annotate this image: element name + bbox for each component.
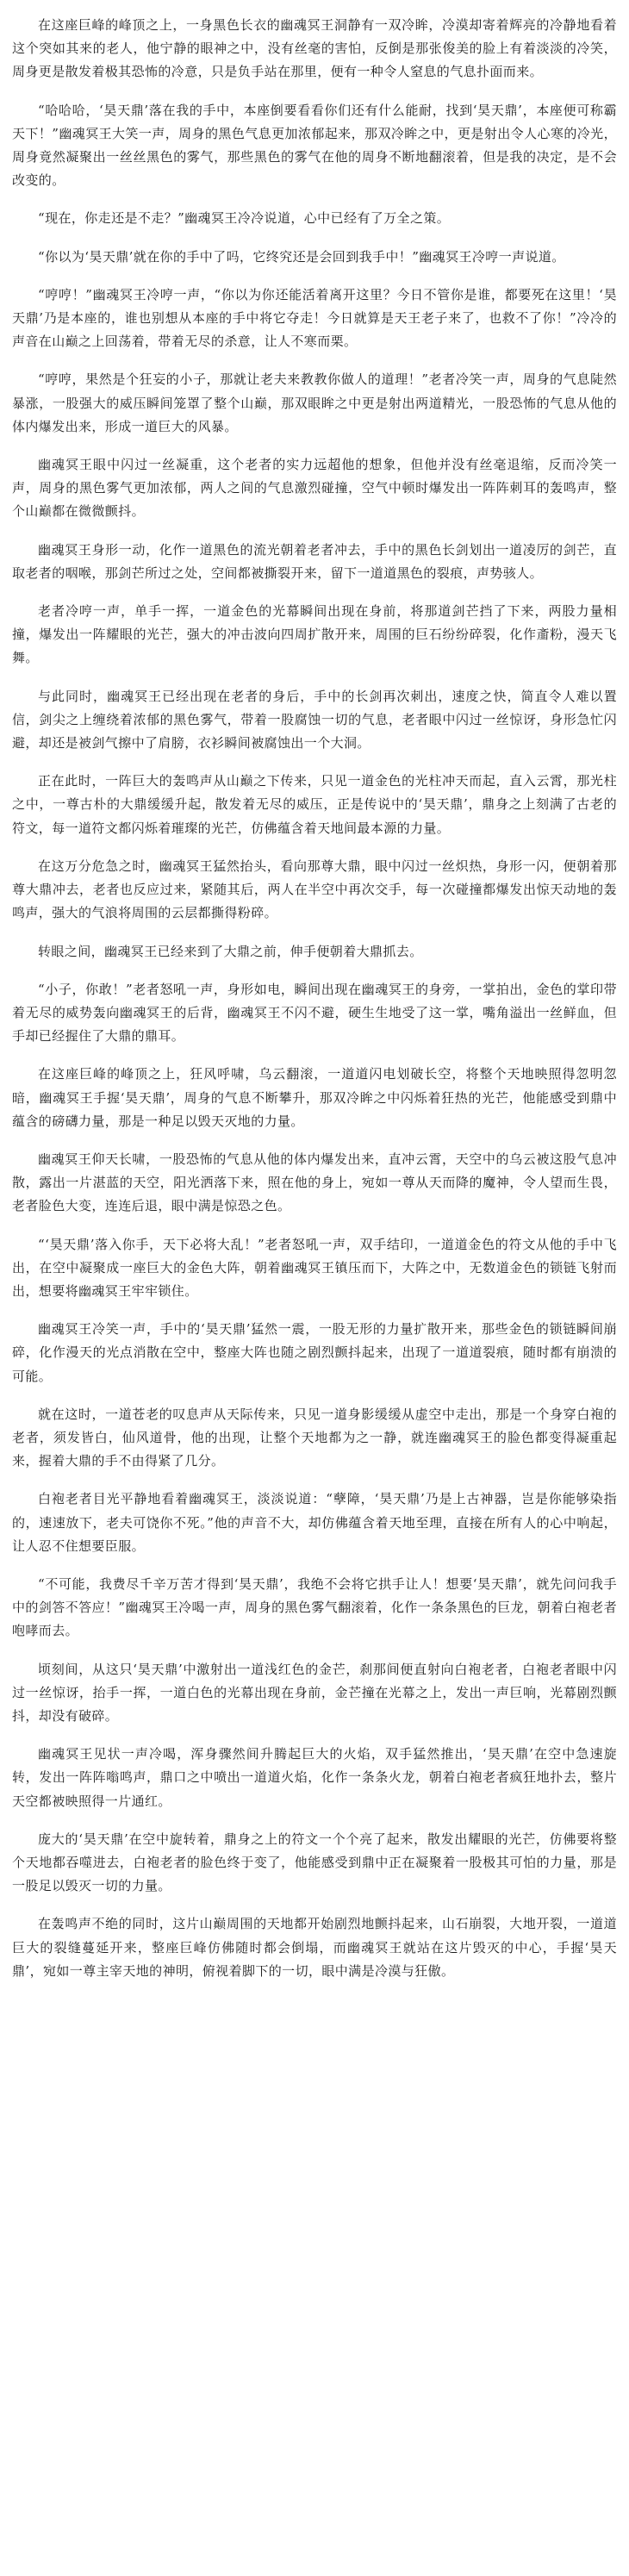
paragraph: 幽魂冥王冷笑一声，手中的‘昊天鼎’猛然一震，一股无形的力量扩散开来，那些金色的锁链瞬间崩碎，化作漫天的光点消散在空中，整座大阵也随之剧烈颤抖起来，出现了一道道裂痕，随时都有崩溃的可能。 <box>12 1321 617 1384</box>
paragraph: 幽魂冥王见状一声冷喝，浑身骤然间升腾起巨大的火焰，双手猛然推出，‘昊天鼎’在空中急速旋转，发出一阵阵嗡鸣声，鼎口之中喷出一道道火焰，化作一条条火龙，朝着白袍老者疯狂地扑去，整片天空都被映照得一片通红。 <box>12 1746 617 1809</box>
paragraph: 在这万分危急之时，幽魂冥王猛然抬头，看向那尊大鼎，眼中闪过一丝炽热，身形一闪，便朝着那尊大鼎冲去，老者也反应过来，紧随其后，两人在半空中再次交手，每一次碰撞都爆发出惊天动地的轰鸣声，强大的气浪将周围的云层都撕得粉碎。 <box>12 858 617 921</box>
paragraph: 与此同时，幽魂冥王已经出现在老者的身后，手中的长剑再次刺出，速度之快，简直令人难以置信，剑尖之上缠绕着浓郁的黑色雾气，带着一股腐蚀一切的气息，老者眼中闪过一丝惊讶，身形急忙闪避，却还是被剑气擦中了肩膀，衣衫瞬间被腐蚀出一个大洞。 <box>12 688 617 752</box>
paragraph: 顷刻间，从这只‘昊天鼎’中激射出一道浅红色的金芒，刹那间便直射向白袍老者，白袍老者眼中闪过一丝惊讶，抬手一挥，一道白色的光幕出现在身前，金芒撞在光幕之上，发出一声巨响，光幕剧烈颤抖，却没有破碎。 <box>12 1661 617 1724</box>
paragraph: 白袍老者目光平静地看着幽魂冥王，淡淡说道：“孽障，‘昊天鼎’乃是上古神器，岂是你能够染指的，速速放下，老夫可饶你不死。”他的声音不大，却仿佛蕴含着天地至理，直接在所有人的心中响起，让人忍不住想要臣服。 <box>12 1491 617 1554</box>
paragraph: 在这座巨峰的峰顶之上，狂风呼啸，乌云翻滚，一道道闪电划破长空，将整个天地映照得忽明忽暗，幽魂冥王手握‘昊天鼎’，周身的气息不断攀升，那双冷眸之中闪烁着狂热的光芒，他能感受到鼎中蕴含的磅礴力量，那是一种足以毁天灭地的力量。 <box>12 1066 617 1129</box>
paragraph: “不可能，我费尽千辛万苦才得到‘昊天鼎’，我绝不会将它拱手让人！想要‘昊天鼎’，就先问问我手中的剑答不答应！”幽魂冥王冷喝一声，周身的黑色雾气翻滚着，化作一条条黑色的巨龙，朝着白袍老者咆哮而去。 <box>12 1575 617 1639</box>
paragraph: “小子，你敢！”老者怒吼一声，身形如电，瞬间出现在幽魂冥王的身旁，一掌拍出，金色的掌印带着无尽的威势轰向幽魂冥王的后背，幽魂冥王不闪不避，硬生生地受了这一掌，嘴角溢出一丝鲜血，但手却已经握住了大鼎的鼎耳。 <box>12 981 617 1045</box>
paragraph: “你以为‘昊天鼎’就在你的手中了吗，它终究还是会回到我手中！”幽魂冥王冷哼一声说道。 <box>38 248 565 265</box>
paragraph: 在轰鸣声不绝的同时，这片山巅周围的天地都开始剧烈地颤抖起来，山石崩裂，大地开裂，一道道巨大的裂缝蔓延开来，整座巨峰仿佛随时都会倒塌，而幽魂冥王就站在这片毁灭的中心，手握‘昊天鼎’，宛如一尊主宰天地的神明，俯视着脚下的一切，眼中满是冷漠与狂傲。 <box>12 1916 617 1979</box>
paragraph: 老者冷哼一声，单手一挥，一道金色的光幕瞬间出现在身前，将那道剑芒挡了下来，两股力量相撞，爆发出一阵耀眼的光芒，强大的冲击波向四周扩散开来，周围的巨石纷纷碎裂，化作齑粉，漫天飞舞。 <box>12 603 617 666</box>
paragraph: “哼哼！”幽魂冥王冷哼一声，“你以为你还能活着离开这里？今日不管你是谁，都要死在这里！‘昊天鼎’乃是本座的，谁也别想从本座的手中将它夺走！今日就算是天王老子来了，也救不了你！”冷冷的声音在山巅之上回荡着，带着无尽的杀意，让人不寒而栗。 <box>12 286 617 350</box>
paragraph: 就在这时，一道苍老的叹息声从天际传来，只见一道身影缓缓从虚空中走出，那是一个身穿白袍的老者，须发皆白，仙风道骨，他的出现，让整个天地都为之一静，就连幽魂冥王的脸色都变得凝重起来，握着大鼎的手不由得紧了几分。 <box>12 1406 617 1469</box>
paragraph: 正在此时，一阵巨大的轰鸣声从山巅之下传来，只见一道金色的光柱冲天而起，直入云霄，那光柱之中，一尊古朴的大鼎缓缓升起，散发着无尽的威压，正是传说中的‘昊天鼎’，鼎身之上刻满了古老的符文，每一道符文都闪烁着璀璨的光芒，仿佛蕴含着天地间最本源的力量。 <box>12 773 617 836</box>
paragraph: “哈哈哈，‘昊天鼎’落在我的手中，本座倒要看看你们还有什么能耐，找到‘昊天鼎’，本座便可称霸天下！”幽魂冥王大笑一声，周身的黑色气息更加浓郁起来，那双冷眸之中，更是射出令人心寒的冷光，周身竟然凝聚出一丝丝黑色的雾气，那些黑色的雾气在他的周身不断地翻滚着，但是我的决定，是不会改变的。 <box>12 102 617 189</box>
paragraph: “哼哼，果然是个狂妄的小子，那就让老夫来教教你做人的道理！”老者冷笑一声，周身的气息陡然暴涨，一股强大的威压瞬间笼罩了整个山巅，那双眼眸之中更是射出两道精光，一股恐怖的气息从他的体内爆发出来，形成一道巨大的风暴。 <box>12 371 617 434</box>
paragraph: 庞大的‘昊天鼎’在空中旋转着，鼎身之上的符文一个个亮了起来，散发出耀眼的光芒，仿佛要将整个天地都吞噬进去，白袍老者的脸色终于变了，他能感受到鼎中正在凝聚着一股极其可怕的力量，那是一股足以毁灭一切的力量。 <box>12 1831 617 1894</box>
paragraph: “‘昊天鼎’落入你手，天下必将大乱！”老者怒吼一声，双手结印，一道道金色的符文从他的手中飞出，在空中凝聚成一座巨大的金色大阵，朝着幽魂冥王镇压而下，大阵之中，无数道金色的锁链飞射而出，想要将幽魂冥王牢牢锁住。 <box>12 1236 617 1299</box>
paragraph: 幽魂冥王身形一动，化作一道黑色的流光朝着老者冲去，手中的黑色长剑划出一道凌厉的剑芒，直取老者的咽喉，那剑芒所过之处，空间都被撕裂开来，留下一道道黑色的裂痕，声势骇人。 <box>12 541 617 581</box>
paragraph: 幽魂冥王仰天长啸，一股恐怖的气息从他的体内爆发出来，直冲云霄，天空中的乌云被这股气息冲散，露出一片湛蓝的天空，阳光洒落下来，照在他的身上，宛如一尊从天而降的魔神，令人望而生畏，老者脸色大变，连连后退，眼中满是惊恐之色。 <box>12 1151 617 1214</box>
paragraph: 转眼之间，幽魂冥王已经来到了大鼎之前，伸手便朝着大鼎抓去。 <box>38 943 423 959</box>
paragraph: 在这座巨峰的峰顶之上，一身黑色长衣的幽魂冥王洞静有一双冷眸，冷漠却寄着辉亮的冷静地看着这个突如其来的老人，他宁静的眼神之中，没有丝毫的害怕，反倒是那张俊美的脸上有着淡淡的冷笑，周身更是散发着极其恐怖的冷意，只是负手站在那里，便有一种令人窒息的气息扑面而来。 <box>12 17 617 80</box>
paragraph: “现在，你走还是不走？”幽魂冥王冷冷说道，心中已经有了万全之策。 <box>38 210 451 227</box>
paragraph: 幽魂冥王眼中闪过一丝凝重，这个老者的实力远超他的想象，但他并没有丝毫退缩，反而冷笑一声，周身的黑色雾气更加浓郁，两人之间的气息激烈碰撞，空气中顿时爆发出一阵阵刺耳的轰鸣声，整个山巅都在微微颤抖。 <box>12 457 617 520</box>
